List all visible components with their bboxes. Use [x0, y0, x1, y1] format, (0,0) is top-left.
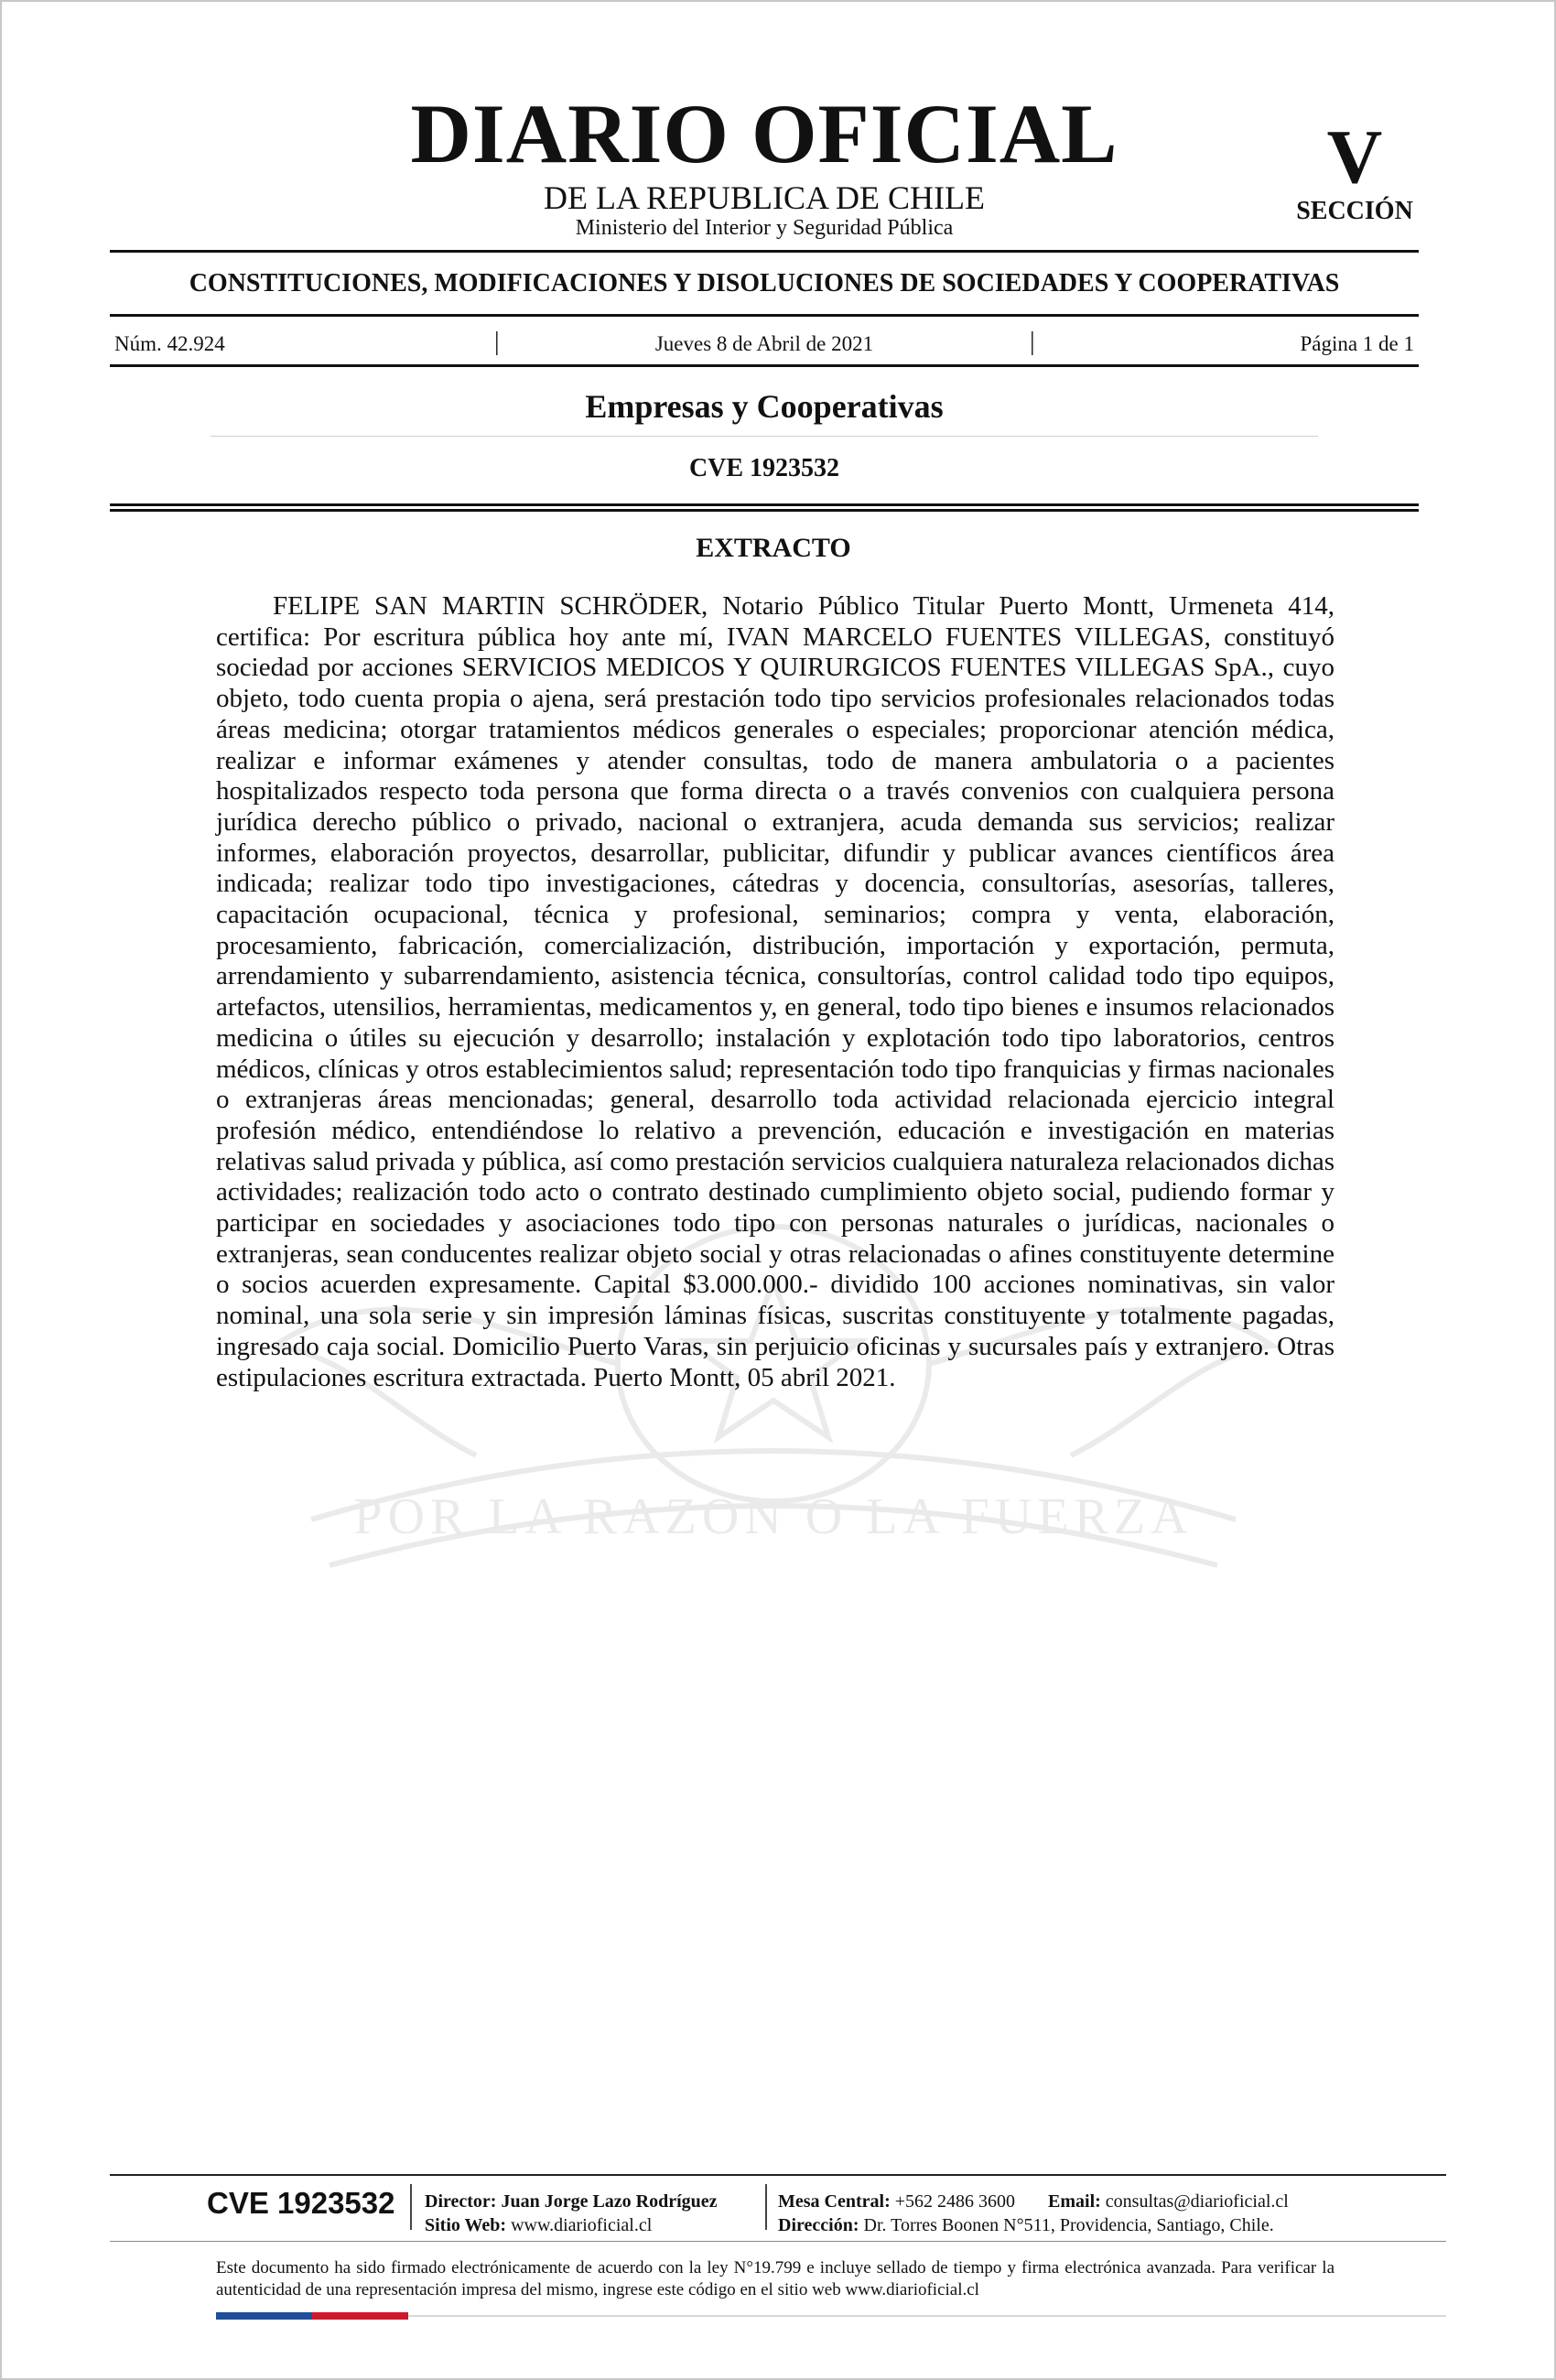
- cve-code: CVE 1923532: [688, 454, 840, 482]
- category-title: CONSTITUCIONES, MODIFICACIONES Y DISOLUCIONES DE SOCIEDADES Y COOPERATIVAS: [189, 269, 1340, 298]
- director-name: Juan Jorge Lazo Rodríguez: [501, 2191, 718, 2212]
- section-label: SECCIÓN: [1296, 197, 1413, 225]
- header-double-rule-top: [110, 503, 1419, 506]
- footer-legal-note: Este documento ha sido firmado electrónicamente de acuerdo con la ley N°19.799 e incluye sellado de tiempo y firma electrónica avanzada. Para verificar la autenticidad de una representación impresa del mismo, ingrese este código en el sitio web www.diarioficial.cl: [216, 2258, 1334, 2299]
- page-indicator: Página 1 de 1: [1300, 332, 1414, 355]
- coat-of-arms-watermark: [201, 1217, 1345, 1639]
- masthead-ministry: Ministerio del Interior y Seguridad Pública: [575, 216, 954, 240]
- footer-rule: [110, 2174, 1446, 2176]
- footer-separator: [765, 2184, 767, 2230]
- rubric-divider: [211, 436, 1318, 437]
- info-rule: [110, 364, 1419, 367]
- rubric-title: Empresas y Cooperativas: [585, 388, 944, 425]
- phone-label: Mesa Central:: [778, 2191, 891, 2212]
- website-link[interactable]: www.diarioficial.cl: [511, 2215, 653, 2235]
- phone-number: +562 2486 3600: [894, 2191, 1016, 2212]
- category-rule: [110, 314, 1419, 317]
- director-label: Director:: [425, 2191, 497, 2212]
- flag-blue-segment: [216, 2312, 312, 2320]
- footer-thin-rule: [110, 2241, 1446, 2242]
- flag-red-segment: [312, 2312, 408, 2320]
- section-letter: V: [1326, 114, 1383, 200]
- footer-cve-code: CVE 1923532: [207, 2186, 395, 2220]
- email-link[interactable]: consultas@diarioficial.cl: [1105, 2191, 1289, 2212]
- masthead-title: DIARIO OFICIAL: [410, 87, 1118, 180]
- flag-stripe: [216, 2312, 408, 2320]
- website-label: Sitio Web:: [425, 2215, 507, 2235]
- address-text: Dr. Torres Boonen N°511, Providencia, Santiago, Chile.: [863, 2215, 1274, 2235]
- masthead-subtitle: DE LA REPUBLICA DE CHILE: [544, 179, 985, 216]
- issue-number: Núm. 42.924: [114, 332, 225, 355]
- watermark-motto: POR LA RAZON O LA FUERZA: [353, 1488, 1194, 1545]
- extract-heading: EXTRACTO: [696, 533, 851, 563]
- masthead-rule: [110, 250, 1419, 253]
- footer-separator: [410, 2184, 412, 2230]
- email-label: Email:: [1048, 2191, 1101, 2212]
- header-double-rule-bottom: [110, 509, 1419, 512]
- extract-body: FELIPE SAN MARTIN SCHRÖDER, Notario Público Titular Puerto Montt, Urmeneta 414, certifica: Por escritura pública hoy ante mí, IVAN MARCELO FUENTES VILLEGAS, constituyó sociedad por acciones SERVICIOS MEDICOS Y QUIRURGICOS FUENTES VILLEGAS SpA., cuyo objeto, todo cuenta propia o ajena, será prestación todo tipo servicios profesionales relacionados todas áreas medicina; otorgar tratamientos médicos generales o especiales; proporcionar atención médica, realizar e informar exámenes y atender consultas, todo de manera ambulatoria o a pacientes hospitalizados respecto toda persona que forma directa o a través convenios con cualquiera persona jurídica derecho público o privado, nacional o extranjera, acuda demanda sus servicios; realizar informes, elaboración proyectos, desarrollar, publicitar, difundir y publicar avances científicos área indicada; realizar todo tipo investigaciones, cátedras y docencia, consultorías, asesorías, talleres, capacitación ocupacional, técnica y profesional, seminarios; compra y venta, elaboración, procesamiento, fabricación, comercialización, distribución, importación y exportación, permuta, arrendamiento y subarrendamiento, asistencia técnica, consultorías, control calidad todo tipo equipos, artefactos, utensilios, herramientas, medicamentos y, en general, todo tipo bienes e insumos relacionados medicina o útiles su ejecución y desarrollo; instalación y explotación todo tipo laboratorios, centros médicos, clínicas y otros establecimientos salud; representación todo tipo franquicias y firmas nacionales o extranjeras áreas mencionadas; general, desarrollo toda actividad relacionada ejercicio integral profesión médico, entendiéndose lo relativo a prevención, educación e investigación en materias relativas salud privada y pública, así como prestación servicios cualquiera naturaleza relacionados dichas actividades; realización todo acto o contrato destinado cumplimiento objeto social, pudiendo formar y participar en sociedades y asociaciones todo tipo con personas naturales o jurídicas, nacionales o extranjeras, sean conducentes realizar objeto social y otras relacionadas o afines constituyente determine o socios acuerden expresamente. Capital $3.000.000.- dividido 100 acciones nominativas, sin valor nominal, una sola serie y sin impresión láminas físicas, suscritas constituyente y totalmente pagadas, ingresado caja social. Domicilio Puerto Varas, sin perjuicio oficinas y sucursales país y extranjero. Otras estipulaciones escritura extractada. Puerto Montt, 05 abril 2021.: [216, 591, 1334, 1392]
- address-label: Dirección:: [778, 2215, 859, 2235]
- issue-separator: |: [494, 328, 500, 356]
- footer-gray-line: [408, 2315, 1446, 2317]
- footer-contact-block: [778, 2190, 1289, 2237]
- footer-director-block: [425, 2190, 718, 2237]
- issue-separator: |: [1030, 328, 1035, 356]
- issue-date: Jueves 8 de Abril de 2021: [654, 332, 874, 355]
